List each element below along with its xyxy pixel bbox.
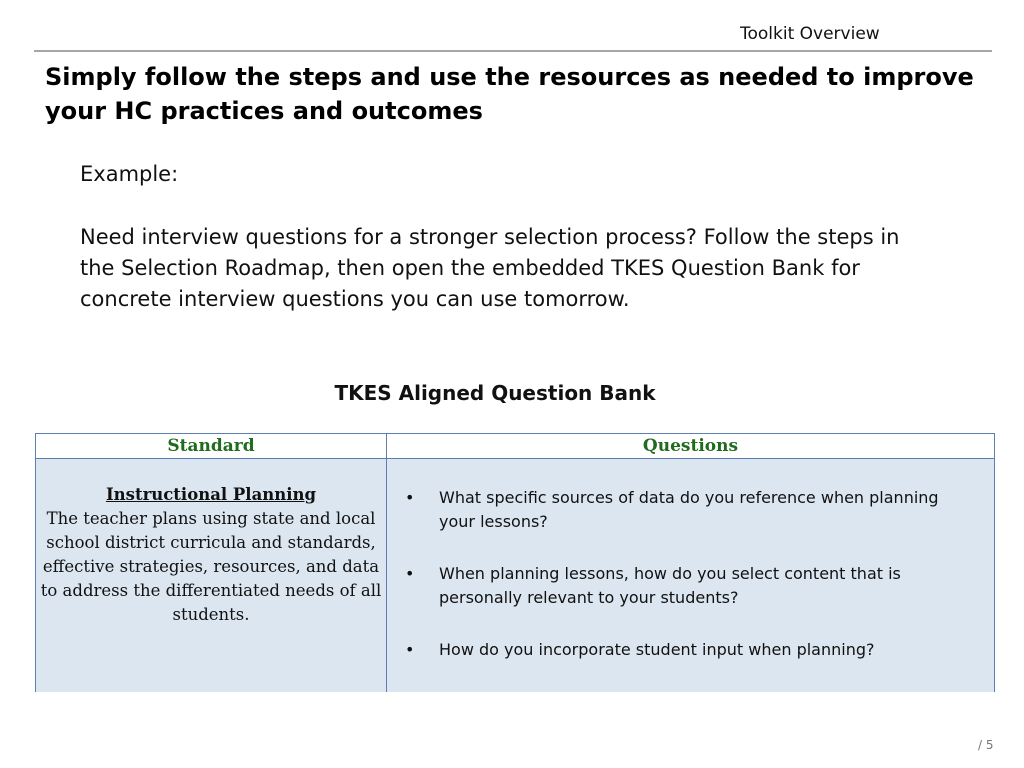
questions-list [402, 486, 962, 690]
table-row [36, 459, 994, 692]
bullet-icon: • [405, 564, 415, 583]
list-item [402, 638, 962, 662]
example-label: Example: [80, 162, 179, 186]
question-text: What specific sources of data do you reference when planning your lessons? [439, 488, 939, 531]
standard-cell [36, 483, 386, 627]
question-bank-title: TKES Aligned Question Bank [334, 381, 656, 405]
column-header-standard: Standard [36, 434, 387, 458]
page-indicator: / 5 [978, 738, 994, 752]
question-bank-table [35, 433, 995, 692]
table-header-row [36, 434, 994, 459]
column-divider [386, 459, 387, 692]
question-text: When planning lessons, how do you select content that is personally relevant to your students? [439, 564, 901, 607]
standard-description: The teacher plans using state and local school district curricula and standards, effective strategies, resources, and data to address the differentiated needs of all students. [40, 509, 382, 624]
question-text: How do you incorporate student input when planning? [439, 640, 875, 659]
header-divider [34, 50, 992, 52]
slide-title: Simply follow the steps and use the resources as needed to improve your HC practices and outcomes [45, 63, 974, 125]
example-text: Need interview questions for a stronger selection process? Follow the steps in the Selection Roadmap, then open the embedded TKES Question Bank for concrete interview questions you can use tomorrow. [80, 225, 900, 311]
standard-heading: Instructional Planning [105, 485, 317, 504]
bullet-icon: • [405, 640, 415, 659]
section-label: Toolkit Overview [740, 24, 880, 44]
list-item [402, 486, 962, 534]
column-header-questions: Questions [642, 436, 739, 456]
bullet-icon: • [405, 488, 415, 507]
list-item [402, 562, 962, 610]
